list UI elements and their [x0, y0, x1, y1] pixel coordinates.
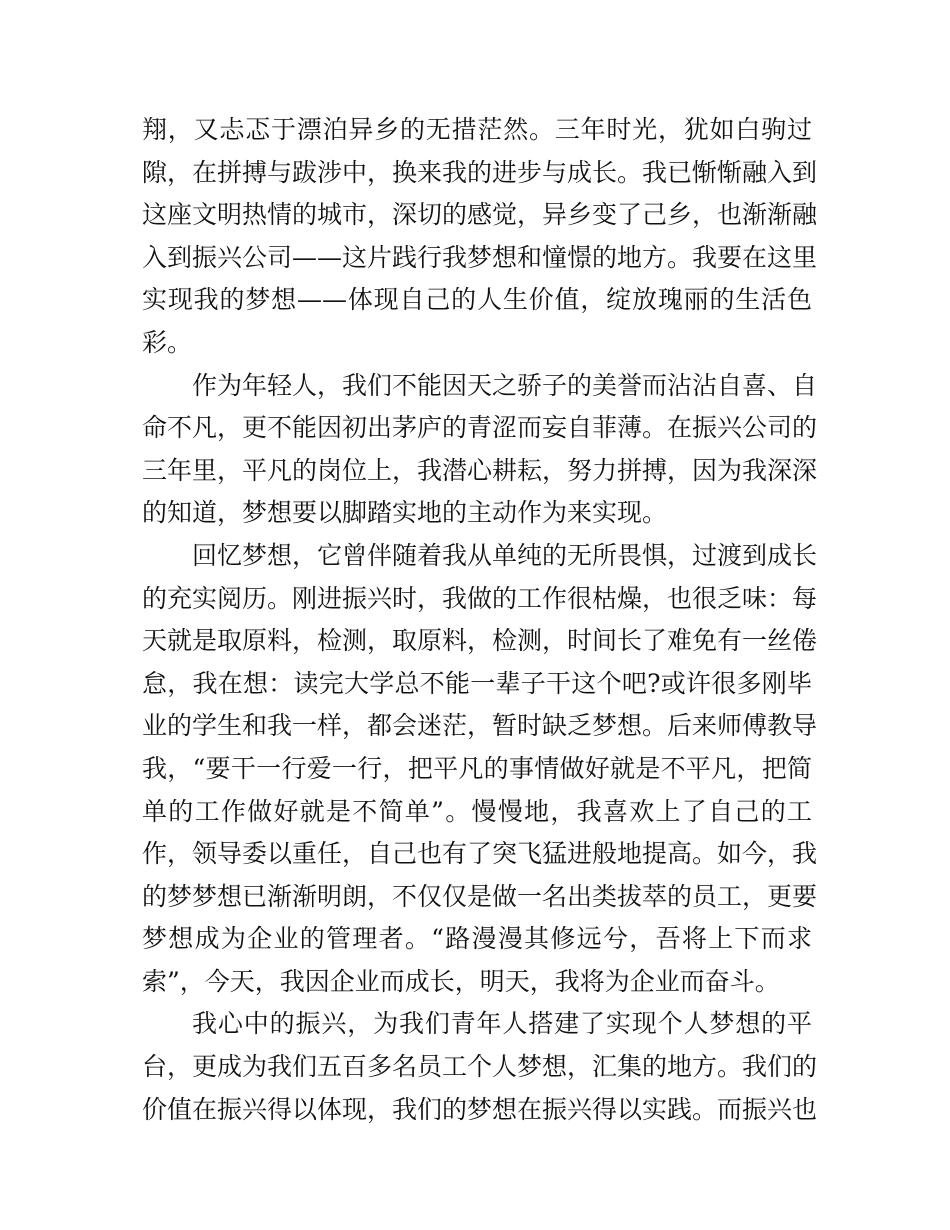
- text-line: 天就是取原料，检测，取原料，检测，时间长了难免有一丝倦: [142, 626, 818, 656]
- text-line: 怠，我在想：读完大学总不能一辈子干这个吧?或许很多刚毕: [142, 668, 812, 698]
- text-line: 的知道，梦想要以脚踏实地的主动作为来实现。: [142, 498, 668, 528]
- text-line: 翔，又忐忑于漂泊异乡的无措茫然。三年时光，犹如白驹过: [142, 115, 812, 144]
- text-line: 的充实阅历。刚进振兴时，我做的工作很枯燥，也很乏味：每: [142, 583, 818, 613]
- text-line: 业的学生和我一样，都会迷茫，暂时缺乏梦想。后来师傅教导: [142, 711, 818, 741]
- document-body: [142, 109, 818, 1131]
- text-line: 单的工作做好就是不简单”。慢慢地，我喜欢上了自己的工: [142, 796, 812, 826]
- text-line: 作，领导委以重任，自己也有了突飞猛进般地提高。如今，我: [142, 839, 818, 869]
- text-line: 价值在振兴得以体现，我们的梦想在振兴得以实践。而振兴也: [142, 1094, 818, 1124]
- text-line: 命不凡，更不能因初出茅庐的青涩而妄自菲薄。在振兴公司的: [142, 413, 818, 443]
- text-line: 三年里，平凡的岗位上，我潜心耕耘，努力拼搏，因为我深深: [142, 455, 818, 485]
- text-line: 的梦梦想已渐渐明朗，不仅仅是做一名出类拔萃的员工，更要: [142, 881, 818, 911]
- text-line: 梦想成为企业的管理者。“路漫漫其修远兮，吾将上下而求: [142, 924, 812, 954]
- text-line: 作为年轻人，我们不能因天之骄子的美誉而沾沾自喜、自: [192, 370, 818, 400]
- text-line: 隙，在拼搏与跋涉中，换来我的进步与成长。我已惭惭融入到: [142, 157, 818, 187]
- text-line: 我，“要干一行爱一行，把平凡的事情做好就是不平凡，把简: [142, 753, 812, 783]
- text-line: 我心中的振兴，为我们青年人搭建了实现个人梦想的平: [192, 1009, 812, 1039]
- text-line: 入到振兴公司——这片践行我梦想和憧憬的地方。我要在这里: [142, 242, 818, 272]
- text-line: 台，更成为我们五百多名员工个人梦想，汇集的地方。我们的: [142, 1052, 818, 1082]
- text-line: 这座文明热情的城市，深切的感觉，异乡变了己乡，也渐渐融: [142, 200, 818, 230]
- text-line: 实现我的梦想——体现自己的人生价值，绽放瑰丽的生活色: [142, 285, 812, 315]
- text-line: 索”，今天，我因企业而成长，明天，我将为企业而奋斗。: [142, 966, 780, 996]
- text-line: 彩。: [142, 327, 193, 357]
- text-line: 回忆梦想，它曾伴随着我从单纯的无所畏惧，过渡到成长: [192, 540, 818, 570]
